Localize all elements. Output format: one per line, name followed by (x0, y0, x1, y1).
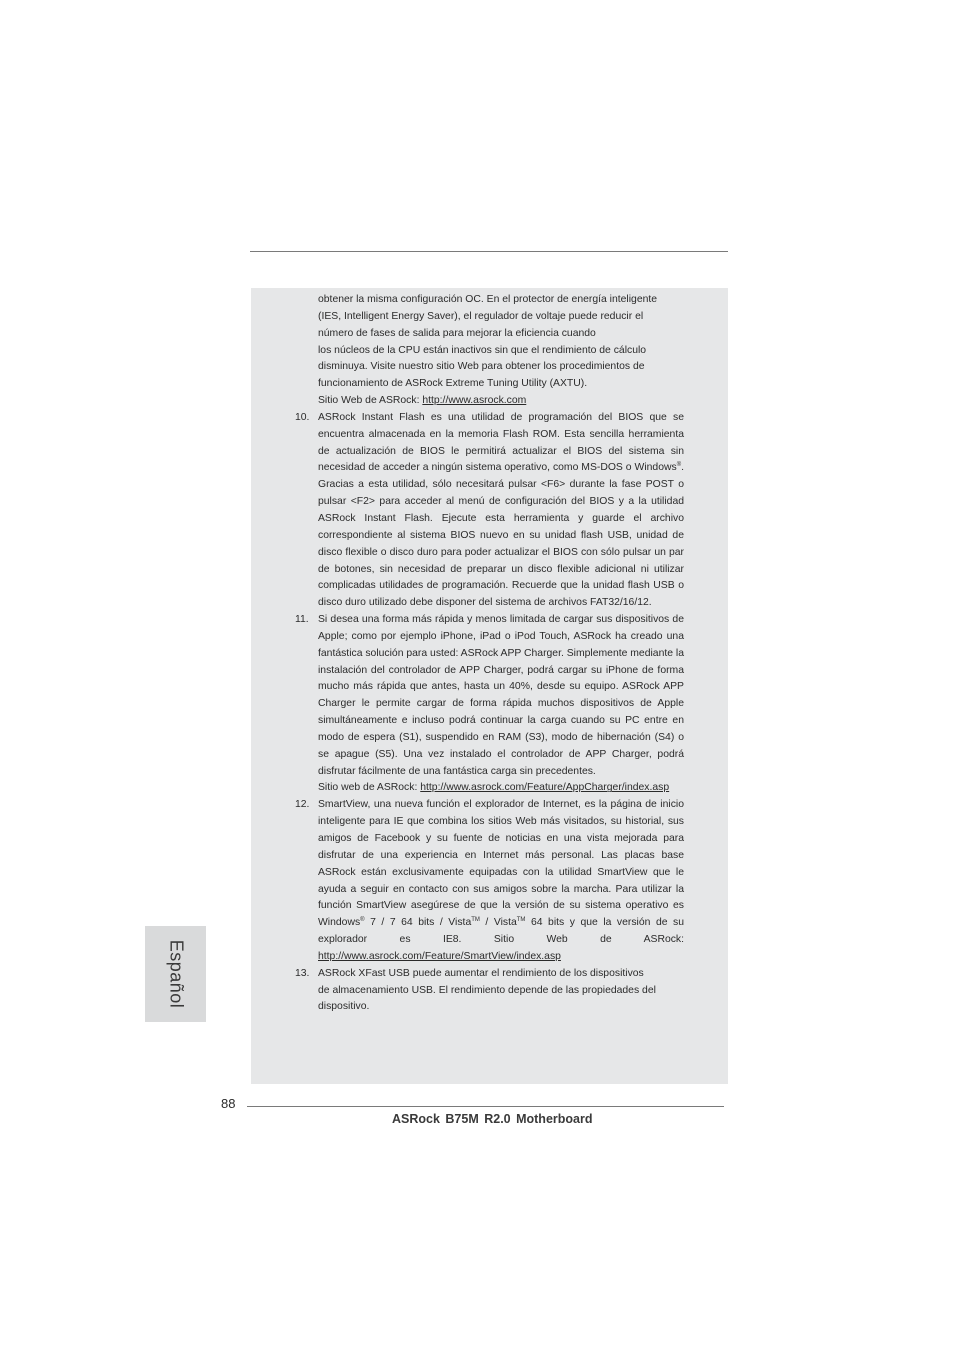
item-site-line (318, 780, 684, 797)
item-text-part: 7 / 7 64 bits / Vista (364, 917, 472, 929)
item-text-part: . Gracias a esta utilidad, sólo necesitará pulsar <F6> durante la fase POST o pulsar <F2> para acceder al menú de configuración del BIOS y a la utilidad ASRock Instant Flash. Ejecute esta herramienta y guarde el archivo correspondiente al sistema BIOS nuevo en su unidad flash USB, unidad de disco flexible o disco duro para poder actualizar el BIOS con sólo pulsar un par de botones, sin necesidad de preparar un disco flexible adicional ni utilizar complicadas utilidades de programación. Recuerde que la unidad flash USB o disco duro utilizado debe disponer del sistema de archivos FAT32/16/12. (318, 462, 684, 609)
list-item-11 (295, 612, 684, 797)
item-text-part: ASRock Instant Flash es una utilidad de programación del BIOS que se encuentra almacenada en la memoria Flash ROM. Esta sencilla herramienta de actualización de BIOS le permitirá actualizar el BIOS del sistema sin necesidad de acceder a ningún sistema operativo, como MS-DOS o Windows (318, 411, 684, 474)
list-item-12 (295, 797, 685, 965)
item-number: 13. (295, 967, 310, 979)
item-number: 11. (295, 614, 309, 626)
list-item-13 (295, 966, 684, 1017)
app-charger-link[interactable]: http://www.asrock.com/Feature/AppCharger/index.asp (420, 782, 670, 794)
registered-mark: ® (360, 917, 365, 924)
smartview-link[interactable]: http://www.asrock.com/Feature/SmartView/index.asp (318, 950, 561, 962)
intro-line: (IES, Intelligent Energy Saver), el regulador de voltaje puede reducir el (318, 310, 644, 322)
item-number: 10. (295, 411, 310, 423)
asrock-link[interactable]: http://www.asrock.com (422, 395, 527, 407)
item-text-part: 64 bits y que la versión de su explorador es IE8. Sitio Web de ASRock: (318, 917, 685, 946)
site-label: Sitio web de ASRock: (318, 782, 421, 794)
body-text (295, 292, 685, 1016)
intro-line: funcionamiento de ASRock Extreme Tuning Utility (AXTU). (318, 378, 588, 390)
item-line: ASRock XFast USB puede aumentar el rendimiento de los dispositivos (318, 967, 644, 979)
header-rule (250, 251, 728, 252)
site-label: Sitio Web de ASRock: (318, 395, 423, 407)
intro-site-line (318, 393, 684, 410)
intro-line: disminuya. Visite nuestro sitio Web para obtener los procedimientos de (318, 361, 645, 373)
item-text (318, 410, 684, 612)
item-line: de almacenamiento USB. El rendimiento depende de las propiedades del (318, 984, 656, 996)
footer-product-title: ASRock B75M R2.0 Motherboard (392, 1112, 593, 1126)
intro-line: los núcleos de la CPU están inactivos sin que el rendimiento de cálculo (318, 344, 647, 356)
registered-mark: ® (676, 462, 682, 469)
item-text (318, 797, 684, 965)
intro-line: obtener la misma configuración OC. En el protector de energía inteligente (318, 294, 658, 305)
item-text: Si desea una forma más rápida y menos limitada de cargar sus dispositivos de Apple; como por ejemplo iPhone, iPad o iPod Touch, ASRock ha creado una fantástica solución para usted: ASRock APP Charger. Simplemente mediante la instalación del controlador de APP Charger, podrá cargar su iPhone de forma mucho más rápida que antes, hasta un 40%, desde su equipo. ASRock APP Charger le permite cargar de forma rápida muchos dispositivos de Apple simultáneamente e incluso podrá continuar la carga cuando su PC entre en modo de espera (S1), suspendido en RAM (S3), modo de hibernación (S4) o se apague (S5). Una vez instalado el controlador de APP Charger, podrá disfrutar fácilmente de una fantástica carga sin precedentes. (318, 614, 684, 777)
item-number: 12. (295, 799, 310, 811)
item-line: dispositivo. (318, 1001, 370, 1013)
trademark-mark: TM (516, 917, 526, 924)
list-item-10 (295, 410, 684, 612)
language-tab-label: Español (166, 939, 186, 1009)
page-number: 88 (221, 1096, 236, 1111)
language-tab (145, 926, 206, 1022)
trademark-mark: TM (471, 917, 480, 924)
item-text-part: / Vista (479, 917, 517, 929)
item-text-part: SmartView, una nueva función el explorador de Internet, es la página de inicio inteligente para IE que combina los sitios Web más visitados, su historial, sus amigos de Facebook y su fuente de noticias en una vista mejorada para disfrutar de una experiencia en Internet más personal. Las placas base ASRock están exclusivamente equipadas con la utilidad SmartView que le ayuda a seguir en contacto con sus amigos sobre la marcha. Para utilizar la función SmartView asegúrese de que la versión de su sistema operativo es Windows (318, 799, 684, 929)
intro-line: número de fases de salida para mejorar la eficiencia cuando (318, 327, 596, 339)
footer-rule (247, 1106, 724, 1107)
intro-paragraph (318, 292, 684, 410)
